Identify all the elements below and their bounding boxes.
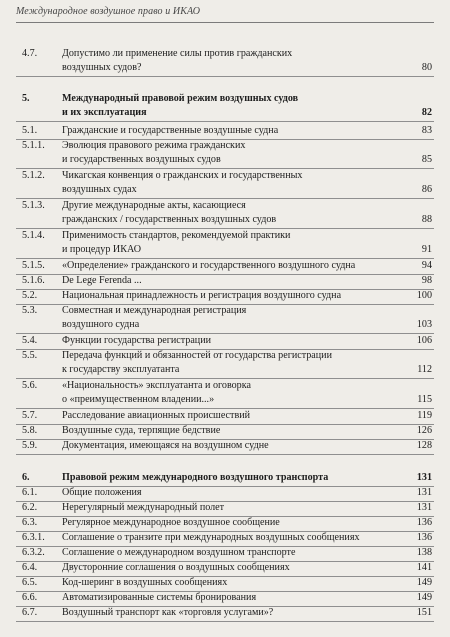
toc-entry-title xyxy=(62,229,400,257)
toc-entry-number: 5.3. xyxy=(22,305,38,316)
toc-entry-title-line: Передача функций и обязанностей от государства регистрации xyxy=(62,350,332,361)
toc-entry-page: 128 xyxy=(416,440,432,451)
toc-divider xyxy=(16,76,434,77)
toc-entry-number: 6.7. xyxy=(22,607,38,618)
toc-entry-title xyxy=(62,274,400,288)
toc-entry-page: 82 xyxy=(421,107,432,118)
toc-entry-page: 141 xyxy=(416,562,432,573)
toc-entry-title-line: и их эксплуатация xyxy=(62,107,147,118)
toc-entry-number: 5.1.1. xyxy=(22,140,45,151)
toc-entry-title xyxy=(62,259,400,273)
toc-entry-number: 5.1.6. xyxy=(22,275,45,286)
toc-entry-page: 131 xyxy=(416,502,432,513)
toc-entry-title-line: гражданских / государственных воздушных судов xyxy=(62,214,277,225)
toc-entry-number: 6.3. xyxy=(22,517,38,528)
toc-entry-title-line: Эволюция правового режима гражданских xyxy=(62,140,246,151)
running-header: Международное воздушное право и ИКАО xyxy=(16,6,201,17)
toc-divider xyxy=(16,621,434,622)
toc-entry-title-line: воздушного судна xyxy=(62,319,140,330)
toc-entry-number: 5.5. xyxy=(22,350,38,361)
toc-entry-title-line: Применимость стандартов, рекомендуемой практики xyxy=(62,230,291,241)
toc-entry-number: 6.3.1. xyxy=(22,532,45,543)
toc-entry-title xyxy=(62,486,400,500)
toc-entry-number: 5.2. xyxy=(22,290,38,301)
toc-entry-number: 6.4. xyxy=(22,562,38,573)
toc-entry-number: 5.7. xyxy=(22,410,38,421)
toc-entry-number: 6.1. xyxy=(22,487,38,498)
toc-entry-number: 5.9. xyxy=(22,440,38,451)
toc-entry-title-line: воздушных судах xyxy=(62,184,137,195)
toc-entry-title-line: Совместная и международная регистрация xyxy=(62,305,247,316)
toc-entry-title-line: и государственных воздушных судов xyxy=(62,154,221,165)
toc-entry-page: 86 xyxy=(421,184,432,195)
toc-entry-title xyxy=(62,576,400,590)
toc-entry-number: 5. xyxy=(22,93,30,104)
toc-entry-page: 138 xyxy=(416,547,432,558)
toc-entry-number: 5.1. xyxy=(22,125,38,136)
toc-entry-title-line: Двусторонние соглашения о воздушных сообщениях xyxy=(62,562,290,573)
toc-entry-title xyxy=(62,531,400,545)
toc-entry-title-line: Соглашение о международном воздушном транспорте xyxy=(62,547,296,558)
toc-entry-title xyxy=(62,439,400,453)
toc-entry-title xyxy=(62,591,400,605)
toc-entry-title-line: Международный правовой режим воздушных судов xyxy=(62,93,299,104)
toc-entry-number: 5.4. xyxy=(22,335,38,346)
toc-entry-title-line: Соглашение о транзите при международных воздушных сообщениях xyxy=(62,532,360,543)
toc-entry-number: 6. xyxy=(22,472,30,483)
toc-entry-title-line: Гражданские и государственные воздушные судна xyxy=(62,125,279,136)
toc-entry-title-line: Общие положения xyxy=(62,487,142,498)
toc-entry-title-line: Код-шеринг в воздушных сообщениях xyxy=(62,577,228,588)
toc-entry-title xyxy=(62,409,400,423)
toc-entry-number: 5.1.4. xyxy=(22,230,45,241)
toc-entry-title-line: воздушных судов? xyxy=(62,62,142,73)
toc-entry-page: 136 xyxy=(416,532,432,543)
header-divider xyxy=(16,22,434,23)
toc-entry-page: 112 xyxy=(417,364,432,375)
toc-entry-title-line: Расследование авиационных происшествий xyxy=(62,410,251,421)
toc-entry-title-line: «Национальность» эксплуатанта и оговорка xyxy=(62,380,251,391)
toc-entry-title-line: Допустимо ли применение силы против гражданских xyxy=(62,48,293,59)
toc-entry-page: 106 xyxy=(416,335,432,346)
toc-entry-title xyxy=(62,92,400,120)
toc-entry-number: 5.1.2. xyxy=(22,170,45,181)
toc-entry-title-line: De Lege Ferenda ... xyxy=(62,275,142,286)
toc-entry-title-line: Автоматизированные системы бронирования xyxy=(62,592,257,603)
toc-entry-page: 115 xyxy=(417,394,432,405)
toc-entry-title xyxy=(62,546,400,560)
toc-entry-title xyxy=(62,304,400,332)
toc-entry-title xyxy=(62,424,400,438)
toc-entry-title xyxy=(62,334,400,348)
toc-divider xyxy=(16,454,434,455)
toc-entry-title-line: Национальная принадлежность и регистрация воздушного судна xyxy=(62,290,342,301)
toc-entry-number: 5.8. xyxy=(22,425,38,436)
toc-entry-title xyxy=(62,169,400,197)
toc-entry-number: 5.1.3. xyxy=(22,200,45,211)
toc-entry-page: 98 xyxy=(421,275,432,286)
toc-entry-title xyxy=(62,289,400,303)
toc-entry-title xyxy=(62,379,400,407)
toc-divider xyxy=(16,121,434,122)
toc-entry-title xyxy=(62,501,400,515)
toc-entry-title xyxy=(62,47,400,75)
toc-entry-page: 149 xyxy=(416,577,432,588)
toc-entry-title-line: и процедур ИКАО xyxy=(62,244,142,255)
toc-entry-page: 151 xyxy=(416,607,432,618)
toc-entry-title xyxy=(62,561,400,575)
toc-entry-title-line: «Определение» гражданского и государственного воздушного судна xyxy=(62,260,356,271)
toc-entry-page: 119 xyxy=(417,410,432,421)
toc-entry-page: 88 xyxy=(421,214,432,225)
toc-entry-title-line: Регулярное международное воздушное сообщение xyxy=(62,517,280,528)
toc-entry-title xyxy=(62,124,400,138)
toc-entry-number: 5.1.5. xyxy=(22,260,45,271)
toc-entry-number: 4.7. xyxy=(22,48,38,59)
toc-entry-page: 85 xyxy=(421,154,432,165)
toc-entry-title-line: Чикагская конвенция о гражданских и государственных xyxy=(62,170,303,181)
toc-entry-title-line: Функции государства регистрации xyxy=(62,335,212,346)
toc-entry-title-line: о «преимущественном владении...» xyxy=(62,394,215,405)
toc-entry-page: 126 xyxy=(416,425,432,436)
toc-entry-number: 6.3.2. xyxy=(22,547,45,558)
toc-entry-title-line: к государству эксплуатанта xyxy=(62,364,180,375)
toc-entry-page: 100 xyxy=(416,290,432,301)
toc-entry-title xyxy=(62,349,400,377)
toc-entry-page: 131 xyxy=(416,472,432,483)
toc-entry-title xyxy=(62,139,400,167)
toc-entry-page: 83 xyxy=(421,125,432,136)
toc-entry-title xyxy=(62,606,400,620)
toc-entry-title-line: Воздушный транспорт как «торговля услугами»? xyxy=(62,607,274,618)
toc-entry-number: 5.6. xyxy=(22,380,38,391)
toc-entry-number: 6.2. xyxy=(22,502,38,513)
toc-entry-title-line: Другие международные акты, касающиеся xyxy=(62,200,246,211)
toc-entry-title-line: Воздушные суда, терпящие бедствие xyxy=(62,425,221,436)
toc-entry-number: 6.5. xyxy=(22,577,38,588)
toc-entry-title-line: Правовой режим международного воздушного транспорта xyxy=(62,472,329,483)
toc-entry-page: 131 xyxy=(416,487,432,498)
toc-entry-number: 6.6. xyxy=(22,592,38,603)
toc-entry-title xyxy=(62,516,400,530)
toc-entry-page: 136 xyxy=(416,517,432,528)
toc-entry-title-line: Документация, имеющаяся на воздушном судне xyxy=(62,440,269,451)
toc-entry-title-line: Нерегулярный международный полет xyxy=(62,502,225,513)
toc-entry-title xyxy=(62,471,400,485)
toc-entry-page: 80 xyxy=(421,62,432,73)
toc-entry-page: 91 xyxy=(421,244,432,255)
toc-entry-page: 149 xyxy=(416,592,432,603)
toc-entry-title xyxy=(62,199,400,227)
toc-entry-page: 103 xyxy=(416,319,432,330)
toc-entry-page: 94 xyxy=(421,260,432,271)
